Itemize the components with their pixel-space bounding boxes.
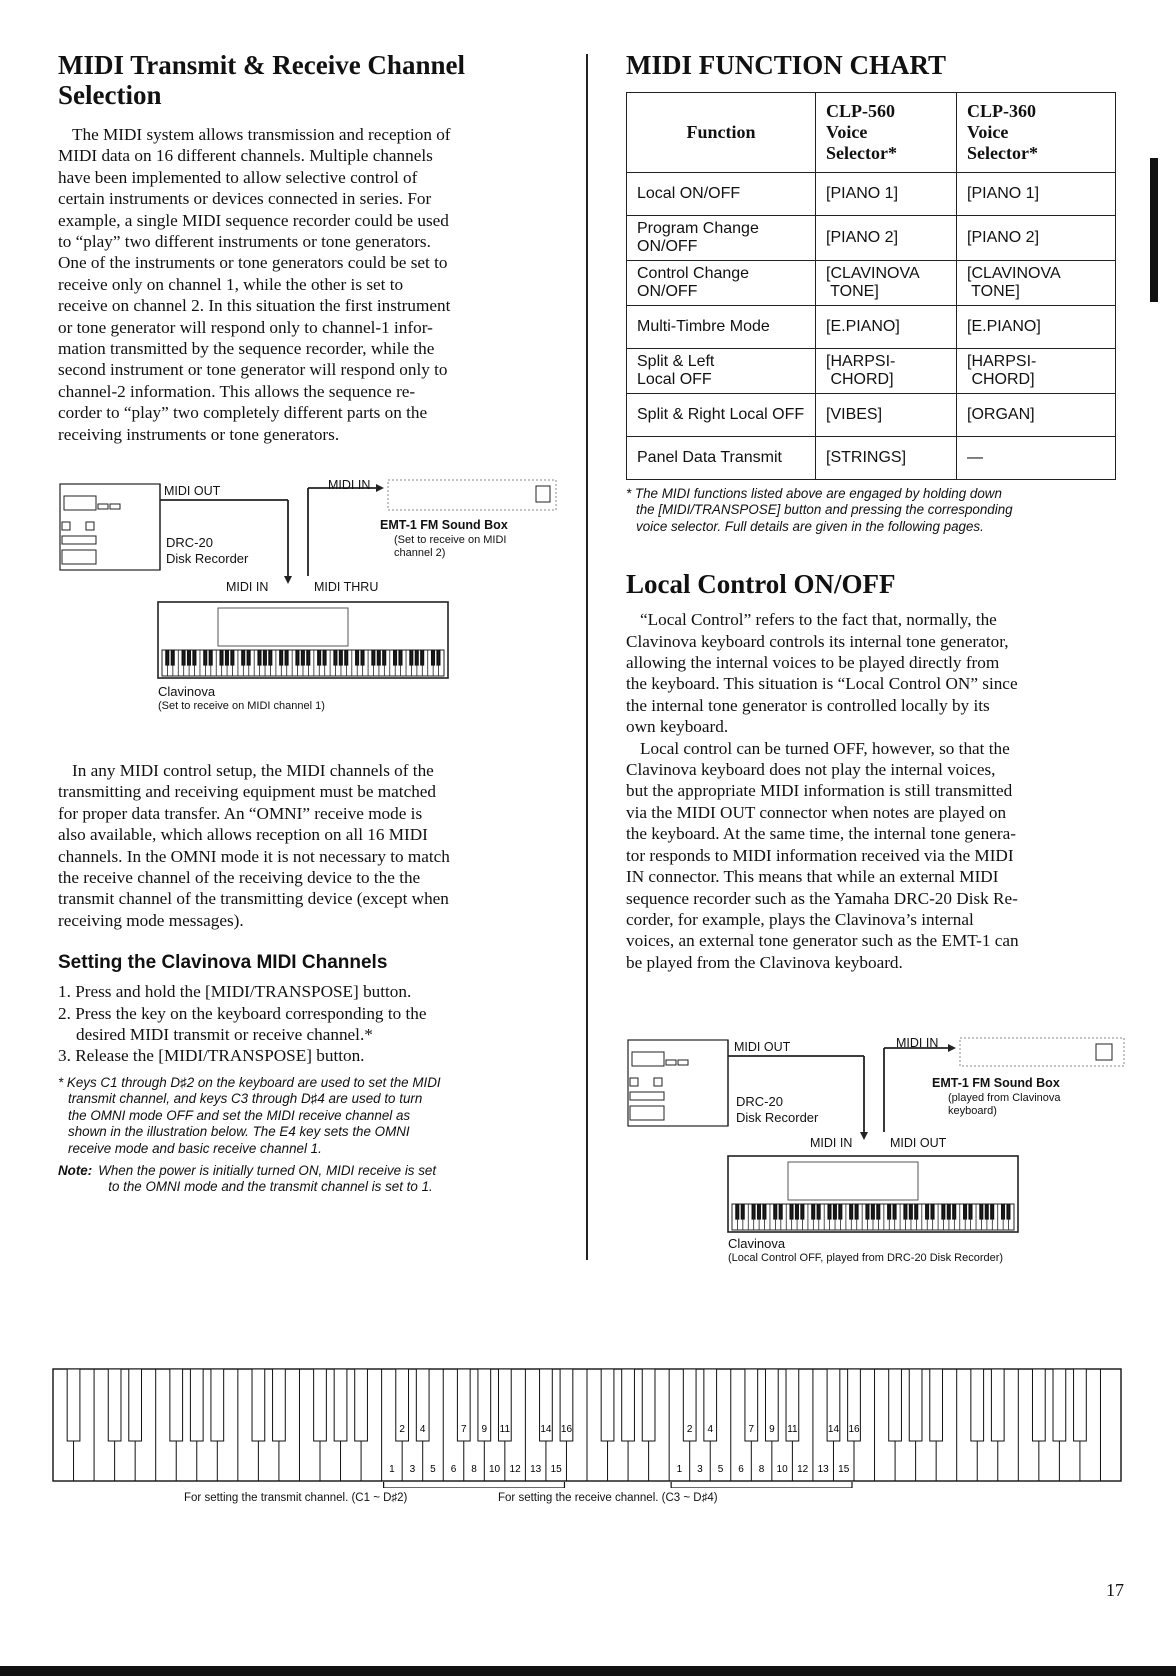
black-key bbox=[108, 1369, 121, 1441]
channel-number: 10 bbox=[776, 1464, 788, 1475]
black-key bbox=[314, 1369, 327, 1441]
channel-number: 2 bbox=[399, 1424, 405, 1435]
intro-paragraph bbox=[58, 124, 560, 445]
text-line: shown in the illustration below. The E4 key sets the OMNI bbox=[68, 1124, 410, 1140]
text-line: channel-2 information. This allows the sequence re- bbox=[58, 381, 416, 401]
steps-list bbox=[58, 981, 560, 1067]
chart-title: MIDI FUNCTION CHART bbox=[626, 50, 947, 80]
step-item: 2. Press the key on the keyboard corresponding to the bbox=[58, 1003, 427, 1023]
table-cell: Program Change ON/OFF bbox=[627, 216, 816, 261]
midi-function-table bbox=[626, 92, 1116, 480]
clavinova-label: Clavinova bbox=[158, 684, 216, 699]
text-line: In any MIDI control setup, the MIDI channels of the bbox=[72, 761, 434, 780]
drc-sub-label: Disk Recorder bbox=[166, 551, 249, 566]
text-line: receiving mode messages). bbox=[58, 910, 244, 930]
clavinova-label: Clavinova bbox=[728, 1236, 786, 1251]
text-line: Local control can be turned OFF, however, so that the bbox=[640, 738, 1010, 758]
table-row bbox=[627, 216, 1116, 261]
channel-number: 16 bbox=[560, 1424, 573, 1435]
table-cell: Local ON/OFF bbox=[627, 173, 816, 216]
black-key bbox=[889, 1369, 902, 1441]
channel-number: 14 bbox=[540, 1424, 552, 1435]
clavinova-note: (Set to receive on MIDI channel 1) bbox=[158, 700, 325, 712]
black-key bbox=[273, 1369, 286, 1441]
local-paragraph-1 bbox=[626, 609, 1122, 737]
text-line: voice selector. Full details are given in the following pages. bbox=[636, 518, 984, 534]
drc-name-label: DRC-20 bbox=[736, 1094, 783, 1109]
black-key bbox=[190, 1369, 203, 1441]
table-row bbox=[627, 306, 1116, 349]
text-line: have been implemented to allow selective control of bbox=[58, 167, 418, 187]
channel-number: 11 bbox=[787, 1424, 798, 1435]
channel-number: 14 bbox=[827, 1424, 840, 1435]
text-line: The MIDI system allows transmission and reception of bbox=[72, 125, 451, 144]
emt-name-label: EMT-1 FM Sound Box bbox=[380, 518, 508, 532]
midi-out-label: MIDI OUT bbox=[164, 484, 221, 498]
channel-number: 5 bbox=[717, 1464, 724, 1475]
text-line: be played from the Clavinova keyboard. bbox=[626, 952, 903, 972]
emt-note-line-2: keyboard) bbox=[948, 1105, 997, 1117]
text-line: also available, which allows reception on all 16 MIDI bbox=[58, 825, 428, 845]
text-line: channels. In the OMNI mode it is not necessary to match bbox=[58, 846, 450, 866]
channel-number: 15 bbox=[838, 1464, 850, 1475]
transmit-caption: For setting the transmit channel. (C1 ~ D♯2) bbox=[184, 1492, 408, 1504]
table-cell: Panel Data Transmit bbox=[627, 437, 816, 480]
black-key bbox=[170, 1369, 183, 1441]
table-row bbox=[627, 437, 1116, 480]
channel-number: 6 bbox=[738, 1464, 744, 1475]
midi-out-label: MIDI OUT bbox=[734, 1040, 791, 1054]
emt-note-line-1: (Set to receive on MIDI bbox=[394, 534, 507, 546]
midi-in-bottom-label: MIDI IN bbox=[226, 580, 269, 594]
page-edge-marker bbox=[1150, 158, 1158, 302]
channel-number: 8 bbox=[758, 1464, 765, 1475]
black-key bbox=[622, 1369, 635, 1441]
channel-number: 5 bbox=[430, 1464, 436, 1475]
black-key bbox=[355, 1369, 368, 1441]
text-line: “Local Control” refers to the fact that, normally, the bbox=[640, 610, 997, 630]
text-line: tor responds to MIDI information received via the MIDI bbox=[626, 845, 1014, 865]
black-key bbox=[1074, 1369, 1087, 1441]
text-line: own keyboard. bbox=[626, 717, 729, 737]
clavinova-note: (Local Control OFF, played from DRC-20 Disk Recorder) bbox=[728, 1252, 1004, 1264]
range-bracket bbox=[671, 1482, 852, 1488]
text-line: allowing the internal voices to be played directly from bbox=[626, 653, 1000, 673]
range-bracket bbox=[384, 1482, 565, 1488]
table-cell: [PIANO 1] bbox=[816, 173, 957, 216]
text-line: but the appropriate MIDI information is still transmitted bbox=[626, 781, 1013, 801]
black-key bbox=[67, 1369, 80, 1441]
table-cell: [PIANO 2] bbox=[957, 216, 1116, 261]
text-line: mation transmitted by the sequence recorder, while the bbox=[58, 339, 435, 359]
table-cell: [PIANO 1] bbox=[957, 173, 1116, 216]
black-key bbox=[601, 1369, 614, 1441]
channel-number: 3 bbox=[409, 1464, 416, 1475]
drc-name-label: DRC-20 bbox=[166, 535, 213, 550]
left-column-lower bbox=[58, 760, 560, 1196]
text-line: for proper data transfer. An “OMNI” receive mode is bbox=[58, 803, 423, 823]
note-line: When the power is initially turned ON, MIDI receive is set bbox=[98, 1162, 437, 1178]
table-body bbox=[627, 173, 1116, 480]
text-line: receive only on channel 1, while the other is set to bbox=[58, 274, 404, 294]
channel-number: 9 bbox=[769, 1424, 775, 1435]
table-cell: [ORGAN] bbox=[957, 394, 1116, 437]
text-line: the internal tone generator is controlled locally by its bbox=[626, 695, 990, 715]
channel-number: 13 bbox=[817, 1464, 829, 1475]
emt-name-label: EMT-1 FM Sound Box bbox=[932, 1076, 1060, 1090]
text-line: One of the instruments or tone generators could be set to bbox=[58, 253, 448, 273]
black-key bbox=[1053, 1369, 1066, 1441]
step-item: 1. Press and hold the [MIDI/TRANSPOSE] button. bbox=[58, 982, 412, 1002]
table-cell: [HARPSI- CHORD] bbox=[816, 349, 957, 394]
text-line: Clavinova keyboard controls its internal tone generator, bbox=[626, 631, 1009, 651]
text-line: receive mode and basic receive channel 1. bbox=[68, 1140, 322, 1156]
receive-caption: For setting the receive channel. (C3 ~ D♯4) bbox=[498, 1492, 718, 1504]
bottom-rule bbox=[0, 1666, 1176, 1676]
channel-number: 13 bbox=[530, 1464, 542, 1475]
table-footnote bbox=[626, 486, 1122, 535]
black-key bbox=[909, 1369, 922, 1441]
midi-setup-diagram-left bbox=[58, 478, 558, 748]
text-line: receive on channel 2. In this situation the first instrument bbox=[58, 296, 451, 316]
table-header-cell: CLP-360 Voice Selector* bbox=[957, 93, 1116, 173]
black-key bbox=[129, 1369, 142, 1441]
black-key bbox=[642, 1369, 655, 1441]
emt-note-line-2: channel 2) bbox=[394, 547, 446, 559]
channel-number: 4 bbox=[419, 1424, 426, 1435]
midi-out-bottom-label: MIDI OUT bbox=[890, 1136, 947, 1150]
omni-paragraph bbox=[58, 760, 560, 931]
text-line: transmitting and receiving equipment must be matched bbox=[58, 782, 437, 802]
midi-in-bottom-label: MIDI IN bbox=[810, 1136, 853, 1150]
text-line: the [MIDI/TRANSPOSE] button and pressing the corresponding bbox=[636, 502, 1013, 518]
table-cell: [E.PIANO] bbox=[816, 306, 957, 349]
table-cell: Split & Left Local OFF bbox=[627, 349, 816, 394]
text-line: corder to “play” two completely different parts on the bbox=[58, 403, 428, 423]
text-line: * The MIDI functions listed above are engaged by holding down bbox=[626, 486, 1002, 501]
table-cell: [HARPSI- CHORD] bbox=[957, 349, 1116, 394]
black-key bbox=[334, 1369, 347, 1441]
table-cell: Multi-Timbre Mode bbox=[627, 306, 816, 349]
table-cell: Split & Right Local OFF bbox=[627, 394, 816, 437]
text-line: or tone generator will respond only to channel-1 infor- bbox=[58, 317, 433, 337]
text-line: corder, for example, plays the Clavinova’s internal bbox=[626, 909, 974, 929]
text-line: the OMNI mode OFF and set the MIDI receive channel as bbox=[68, 1107, 411, 1123]
black-key bbox=[211, 1369, 224, 1441]
midi-thru-label: MIDI THRU bbox=[314, 580, 379, 594]
table-cell: [CLAVINOVA TONE] bbox=[816, 261, 957, 306]
keyboard-svg bbox=[52, 1368, 1122, 1488]
channel-number: 12 bbox=[797, 1464, 809, 1475]
text-line: IN connector. This means that while an external MIDI bbox=[626, 867, 999, 887]
table-row bbox=[627, 261, 1116, 306]
table-cell: [CLAVINOVA TONE] bbox=[957, 261, 1116, 306]
channel-number: 8 bbox=[471, 1464, 477, 1475]
text-line: transmit channel, and keys C3 through D♯4 are used to turn bbox=[68, 1091, 423, 1107]
section-title bbox=[58, 50, 560, 110]
table-cell: [STRINGS] bbox=[816, 437, 957, 480]
table-cell: — bbox=[957, 437, 1116, 480]
note-text bbox=[98, 1163, 436, 1196]
table-header-cell: Function bbox=[627, 93, 816, 173]
channel-number: 15 bbox=[550, 1464, 562, 1475]
table-header-row bbox=[627, 93, 1116, 173]
black-key bbox=[991, 1369, 1004, 1441]
channel-keyboard-illustration bbox=[52, 1368, 1122, 1488]
midi-in-top-label: MIDI IN bbox=[328, 478, 371, 492]
note-label: Note: bbox=[58, 1162, 93, 1178]
channel-number: 2 bbox=[686, 1424, 693, 1435]
step-item: desired MIDI transmit or receive channel.* bbox=[76, 1025, 373, 1045]
local-paragraph-2 bbox=[626, 738, 1122, 973]
black-key bbox=[971, 1369, 984, 1441]
page-number: 17 bbox=[1106, 1580, 1124, 1600]
title-line-1: MIDI Transmit & Receive Channel bbox=[58, 50, 465, 80]
table-cell: [PIANO 2] bbox=[816, 216, 957, 261]
text-line: the keyboard. This situation is “Local Control ON” since bbox=[626, 674, 1018, 694]
title-line-2: Selection bbox=[58, 80, 162, 110]
step-item: 3. Release the [MIDI/TRANSPOSE] button. bbox=[58, 1046, 365, 1066]
emt-note-line-1: (played from Clavinova bbox=[948, 1092, 1061, 1104]
table-cell: [E.PIANO] bbox=[957, 306, 1116, 349]
text-line: receiving instruments or tone generators. bbox=[58, 424, 340, 444]
local-control-title: Local Control ON/OFF bbox=[626, 569, 896, 600]
channel-number: 12 bbox=[509, 1464, 521, 1475]
text-line: sequence recorder such as the Yamaha DRC-20 Disk Re- bbox=[626, 888, 1018, 908]
text-line: MIDI data on 16 different channels. Multiple channels bbox=[58, 146, 433, 166]
text-line: example, a single MIDI sequence recorder could be used bbox=[58, 210, 449, 230]
black-key bbox=[1032, 1369, 1045, 1441]
channel-number: 1 bbox=[389, 1464, 395, 1475]
table-row bbox=[627, 394, 1116, 437]
channel-number: 11 bbox=[499, 1424, 511, 1435]
table-row bbox=[627, 173, 1116, 216]
left-column bbox=[58, 50, 560, 445]
channel-number: 6 bbox=[450, 1464, 457, 1475]
channel-number: 3 bbox=[697, 1464, 703, 1475]
setting-channels-heading: Setting the Clavinova MIDI Channels bbox=[58, 952, 388, 974]
channel-number: 9 bbox=[481, 1424, 488, 1435]
midi-in-top-label: MIDI IN bbox=[896, 1036, 939, 1050]
right-column bbox=[626, 50, 1122, 973]
text-line: second instrument or tone generator will respond only to bbox=[58, 360, 448, 380]
keys-footnote bbox=[58, 1075, 560, 1157]
black-key bbox=[252, 1369, 265, 1441]
text-line: to “play” two different instruments or tone generators. bbox=[58, 232, 431, 252]
channel-number: 4 bbox=[707, 1424, 714, 1435]
text-line: * Keys C1 through D♯2 on the keyboard are used to set the MIDI bbox=[58, 1074, 441, 1090]
text-line: transmit channel of the transmitting device (except when bbox=[58, 889, 449, 909]
text-line: the keyboard. At the same time, the internal tone genera- bbox=[626, 824, 1016, 844]
table-cell: Control Change ON/OFF bbox=[627, 261, 816, 306]
text-line: voices, an external tone generator such as the EMT-1 can bbox=[626, 931, 1019, 951]
drc-sub-label: Disk Recorder bbox=[736, 1110, 819, 1125]
table-header-cell: CLP-560 Voice Selector* bbox=[816, 93, 957, 173]
power-note bbox=[58, 1163, 560, 1196]
channel-number: 16 bbox=[848, 1424, 860, 1435]
table-cell: [VIBES] bbox=[816, 394, 957, 437]
note-line: to the OMNI mode and the transmit channel is set to 1. bbox=[108, 1179, 433, 1195]
text-line: certain instruments or devices connected in series. For bbox=[58, 189, 432, 209]
text-line: Clavinova keyboard does not play the internal voices, bbox=[626, 760, 996, 780]
midi-setup-diagram-right bbox=[626, 1034, 1126, 1294]
table-row bbox=[627, 349, 1116, 394]
text-line: via the MIDI OUT connector when notes are played on bbox=[626, 802, 1007, 822]
column-divider bbox=[586, 54, 588, 1260]
black-key bbox=[930, 1369, 943, 1441]
channel-number: 7 bbox=[460, 1424, 467, 1435]
channel-number: 10 bbox=[489, 1464, 501, 1475]
channel-number: 1 bbox=[676, 1464, 683, 1475]
channel-number: 7 bbox=[748, 1424, 755, 1435]
text-line: the receive channel of the receiving device to the the bbox=[58, 868, 421, 888]
